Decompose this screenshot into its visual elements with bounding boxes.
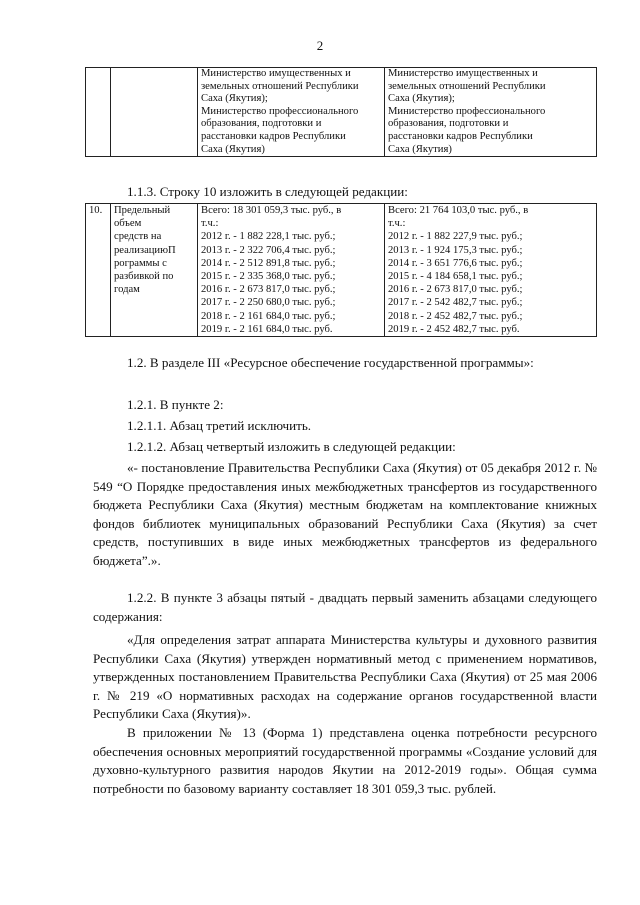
cell-line: Министерство профессионального <box>201 105 359 117</box>
cell-line: расстановки кадров Республики <box>201 130 346 142</box>
cell-line: 2015 г. - 2 335 368,0 тыс. руб.; <box>201 271 336 283</box>
cell-line: Саха (Якутия) <box>388 143 452 155</box>
cell-line: т.ч.: <box>388 218 406 230</box>
cell-line: 2012 г. - 1 882 227,9 тыс. руб.; <box>388 231 523 243</box>
cell-line: 2018 г. - 2 452 482,7 тыс. руб.; <box>388 310 523 322</box>
table-cell-number <box>86 68 111 157</box>
cell-line: Министерство имущественных и <box>388 68 538 79</box>
cell-line: 2014 г. - 3 651 776,6 тыс. руб.; <box>388 257 523 269</box>
paragraph-1-2-1-2: 1.2.1.2. Абзац четвертый изложить в следующей редакции: <box>127 439 456 454</box>
paragraph-1-2: 1.2. В разделе III «Ресурсное обеспечение государственной программы»: <box>127 355 534 370</box>
cell-line: 2013 г. - 2 322 706,4 тыс. руб.; <box>201 244 336 256</box>
cell-line: Саха (Якутия); <box>388 93 455 105</box>
heading-row10: 1.1.3. Строку 10 изложить в следующей редакции: <box>127 184 408 199</box>
paragraph-1-2-1: 1.2.1. В пункте 2: <box>127 397 224 412</box>
paragraph-quote-resolution: «- постановление Правительства Республики Саха (Якутия) от 05 декабря 2012 г. № 549 “О Порядке предоставления иных межбюджетных трансфертов из государственного бюджета Республики Саха (Якутия) местным бюджетам на комплектование книжных фондов библиотек муниципальных образований Республики Саха (Якутия) за счет средств, поступивших в виде иных межбюджетных трансфертов из федерального бюджета”.». <box>93 460 597 568</box>
table-cell-new <box>385 68 597 157</box>
cell-line: расстановки кадров Республики <box>388 130 533 142</box>
table-funding <box>85 203 597 337</box>
cell-line: годам <box>114 284 140 296</box>
paragraph-appendix: В приложении № 13 (Форма 1) представлена оценка потребности ресурсного обеспечения основных мероприятий государственной программы «Создание условий для духовно-культурного развития народов Якутии на 2012-2019 годы». Общая сумма потребности по базовому варианту составляет 18 301 059,3 тыс. рублей. <box>93 725 597 796</box>
cell-line: объем <box>114 218 142 230</box>
cell-line: 2019 г. - 2 452 482,7 тыс. руб. <box>388 323 520 335</box>
cell-line: Предельный <box>114 205 171 216</box>
table-cell-old <box>198 204 385 337</box>
cell-line: 2017 г. - 2 542 482,7 тыс. руб.; <box>388 297 523 309</box>
cell-line: рограммы с <box>114 257 167 269</box>
table-ministries <box>85 67 597 157</box>
cell-line: 2016 г. - 2 673 817,0 тыс. руб.; <box>388 284 523 296</box>
cell-line: средств на <box>114 231 162 243</box>
table-cell-name <box>111 68 198 157</box>
cell-line: образования, подготовки и <box>201 118 322 130</box>
cell-line: т.ч.: <box>201 218 219 230</box>
cell-line: земельных отношений Республики <box>388 80 546 92</box>
cell-line: 2019 г. - 2 161 684,0 тыс. руб. <box>201 323 333 335</box>
cell-line: Всего: 21 764 103,0 тыс. руб., в <box>388 205 529 216</box>
cell-line: образования, подготовки и <box>388 118 509 130</box>
table-cell-old <box>198 68 385 157</box>
cell-line: 2016 г. - 2 673 817,0 тыс. руб.; <box>201 284 336 296</box>
cell-line: Министерство имущественных и <box>201 68 351 79</box>
cell-line: 2017 г. - 2 250 680,0 тыс. руб.; <box>201 297 336 309</box>
cell-line: разбивкой по <box>114 271 174 283</box>
cell-line: Всего: 18 301 059,3 тыс. руб., в <box>201 205 342 216</box>
cell-line: реализациюП <box>114 244 176 256</box>
cell-line: 2014 г. - 2 512 891,8 тыс. руб.; <box>201 257 336 269</box>
cell-line: 2013 г. - 1 924 175,3 тыс. руб.; <box>388 244 523 256</box>
table-cell-name <box>111 204 198 337</box>
cell-line: 2015 г. - 4 184 658,1 тыс. руб.; <box>388 271 523 283</box>
table-row <box>86 68 597 157</box>
paragraph-quote-normative: «Для определения затрат аппарата Министерства культуры и духовного развития Республики Саха (Якутия) утвержден нормативный метод с применением нормативов, утвержденных постановлением Правительства Республики Саха (Якутия) от 25 мая 2006 г. № 219 «О нормативных расходах на содержание органов государственной власти Республики Саха (Якутия)». <box>93 632 597 722</box>
cell-line: 2018 г. - 2 161 684,0 тыс. руб.; <box>201 310 336 322</box>
cell-line: Министерство профессионального <box>388 105 546 117</box>
cell-line: Саха (Якутия) <box>201 143 265 155</box>
table-row <box>86 204 597 337</box>
cell-line: 2012 г. - 1 882 228,1 тыс. руб.; <box>201 231 336 243</box>
paragraph-1-2-1-1: 1.2.1.1. Абзац третий исключить. <box>127 418 312 433</box>
cell-line: Саха (Якутия); <box>201 93 268 105</box>
page-number: 2 <box>316 38 324 53</box>
paragraph-1-2-2: 1.2.2. В пункте 3 абзацы пятый - двадцать первый заменить абзацами следующего содержания: <box>93 590 597 624</box>
table-cell-new <box>385 204 597 337</box>
table-cell-number: 10. <box>86 204 111 337</box>
cell-line: земельных отношений Республики <box>201 80 359 92</box>
